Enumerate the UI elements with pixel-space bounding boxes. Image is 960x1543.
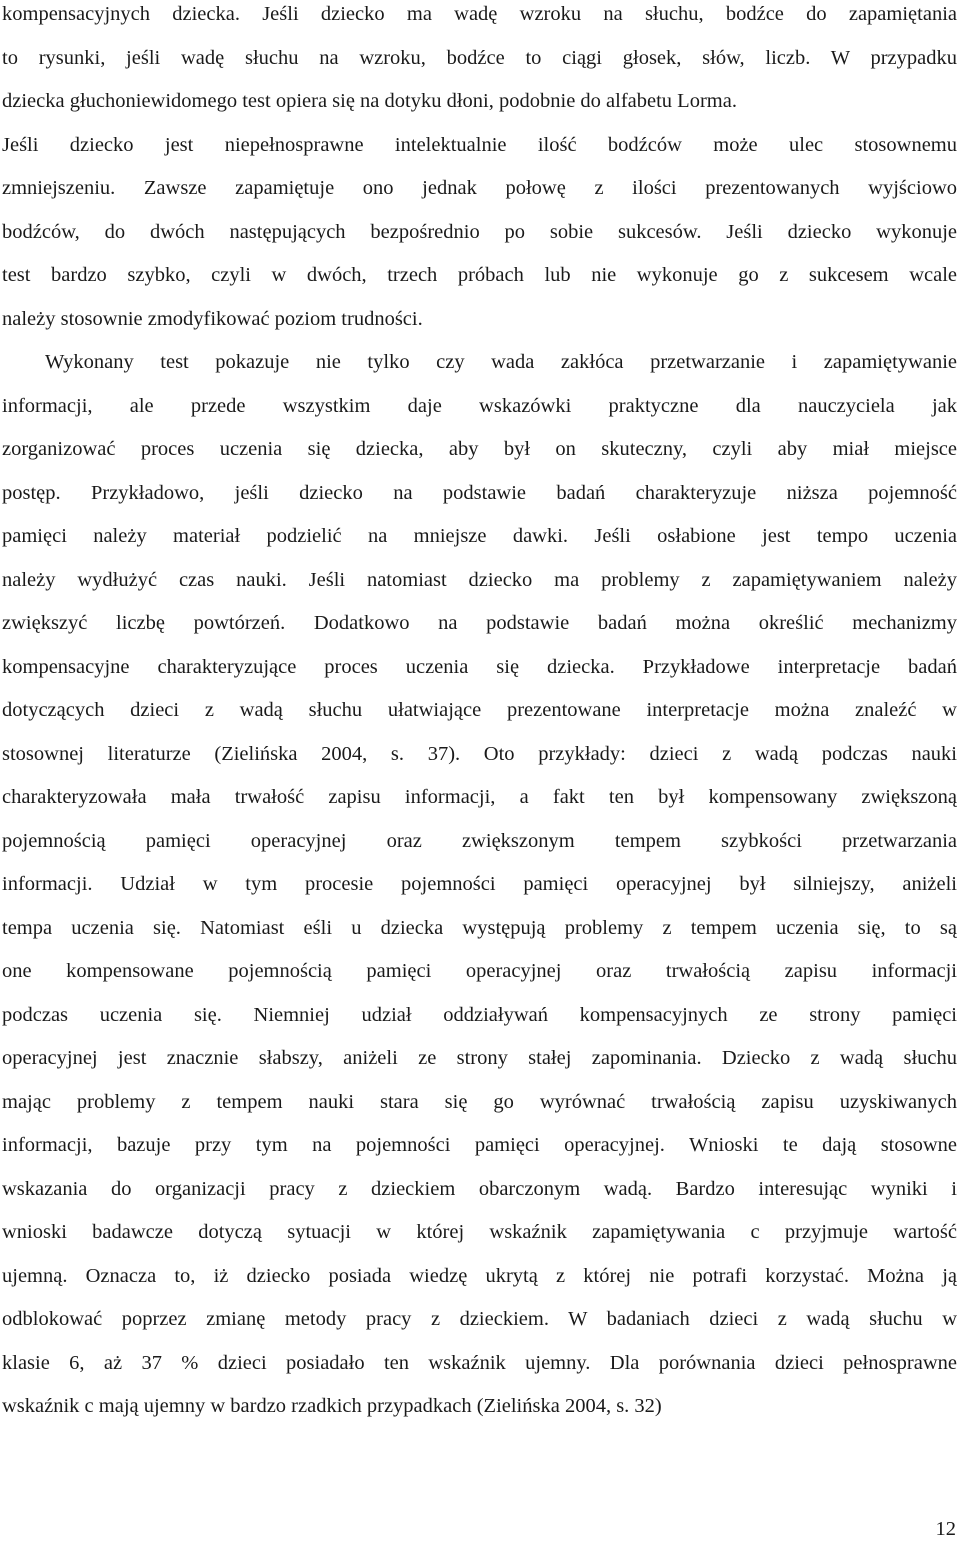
text-line: to rysunki, jeśli wadę słuchu na wzroku, bodźce to ciągi głosek, słów, liczb. W przypadku: [2, 46, 957, 69]
text-line: ujemną. Oznacza to, iż dziecko posiada wiedzę ukrytą z której nie potrafi korzystać. Można ją: [2, 1264, 957, 1287]
text-line: należy stosownie zmodyfikować poziom trudności.: [2, 307, 423, 330]
text-line: zmniejszeniu. Zawsze zapamiętuje ono jednak połowę z ilości prezentowanych wyjściowo: [2, 177, 957, 199]
text-line: klasie 6, aż 37 % dzieci posiadało ten wskaźnik ujemny. Dla porównania dzieci pełnosprawne: [2, 1351, 957, 1374]
text-line: dziecka głuchoniewidomego test opiera się na dotyku dłoni, podobnie do alfabetu Lorma.: [2, 90, 737, 112]
text-line: wskazania do organizacji pracy z dzieckiem obarczonym wadą. Bardzo interesując wyniki i: [2, 1177, 957, 1200]
text-line: dotyczących dzieci z wadą słuchu ułatwiające prezentowane interpretacje można znaleźć w: [2, 699, 957, 721]
text-line: odblokować poprzez zmianę metody pracy z dzieckiem. W badaniach dzieci z wadą słuchu w: [2, 1308, 957, 1330]
text-line: kompensacyjnych dziecka. Jeśli dziecko ma wadę wzroku na słuchu, bodźce do zapamiętania: [2, 3, 957, 25]
text-line: kompensacyjne charakteryzujące proces uczenia się dziecka. Przykładowe interpretacje badań: [2, 655, 957, 678]
text-line: wnioski badawcze dotyczą sytuacji w której wskaźnik zapamiętywania c przyjmuje wartość: [2, 1221, 957, 1243]
text-line: należy wydłużyć czas nauki. Jeśli natomiast dziecko ma problemy z zapamiętywaniem należy: [2, 568, 957, 591]
text-line: operacyjnej jest znacznie słabszy, aniżeli ze strony stałej zapominania. Dziecko z wadą słuchu: [2, 1047, 957, 1069]
text-line: zorganizować proces uczenia się dziecka, aby był on skuteczny, czyli aby miał miejsce: [2, 438, 957, 460]
text-line: one kompensowane pojemnością pamięci operacyjnej oraz trwałością zapisu informacji: [2, 960, 957, 982]
page-number: 12: [935, 1518, 956, 1540]
text-line: mając problemy z tempem nauki stara się go wyrównać trwałością zapisu uzyskiwanych: [2, 1090, 957, 1113]
text-line: podczas uczenia się. Niemniej udział oddziaływań kompensacyjnych ze strony pamięci: [2, 1003, 957, 1026]
text-line: informacji, bazuje przy tym na pojemności pamięci operacyjnej. Wnioski te dają stosowne: [2, 1134, 957, 1156]
text-line: zwiększyć liczbę powtórzeń. Dodatkowo na podstawie badań można określić mechanizmy: [2, 612, 957, 634]
text-line: informacji, ale przede wszystkim daje wskazówki praktyczne dla nauczyciela jak: [2, 394, 957, 417]
text-line: pamięci należy materiał podzielić na mniejsze dawki. Jeśli osłabione jest tempo uczenia: [2, 525, 957, 547]
text-line: charakteryzowała mała trwałość zapisu informacji, a fakt ten był kompensowany zwiększoną: [2, 786, 957, 808]
text-line: stosownej literaturze (Zielińska 2004, s. 37). Oto przykłady: dzieci z wadą podczas nauki: [2, 742, 957, 765]
text-line: tempa uczenia się. Natomiast eśli u dziecka występują problemy z tempem uczenia się, to są: [2, 916, 957, 939]
text-line: postęp. Przykładowo, jeśli dziecko na podstawie badań charakteryzuje niższa pojemność: [2, 481, 957, 504]
text-line: bodźców, do dwóch następujących bezpośrednio po sobie sukcesów. Jeśli dziecko wykonuje: [2, 220, 957, 243]
text-line: Wykonany test pokazuje nie tylko czy wada zakłóca przetwarzanie i zapamiętywanie: [45, 351, 957, 373]
text-line: Jeśli dziecko jest niepełnosprawne intelektualnie ilość bodźców może ulec stosownemu: [2, 133, 957, 156]
text-line: informacji. Udział w tym procesie pojemności pamięci operacyjnej był silniejszy, aniżeli: [2, 873, 957, 895]
text-line: test bardzo szybko, czyli w dwóch, trzech próbach lub nie wykonuje go z sukcesem wcale: [2, 264, 957, 286]
text-line: pojemnością pamięci operacyjnej oraz zwiększonym tempem szybkości przetwarzania: [2, 829, 957, 852]
text-line: wskaźnik c mają ujemny w bardzo rzadkich przypadkach (Zielińska 2004, s. 32): [2, 1395, 662, 1417]
body-text: [2, 0, 957, 1429]
